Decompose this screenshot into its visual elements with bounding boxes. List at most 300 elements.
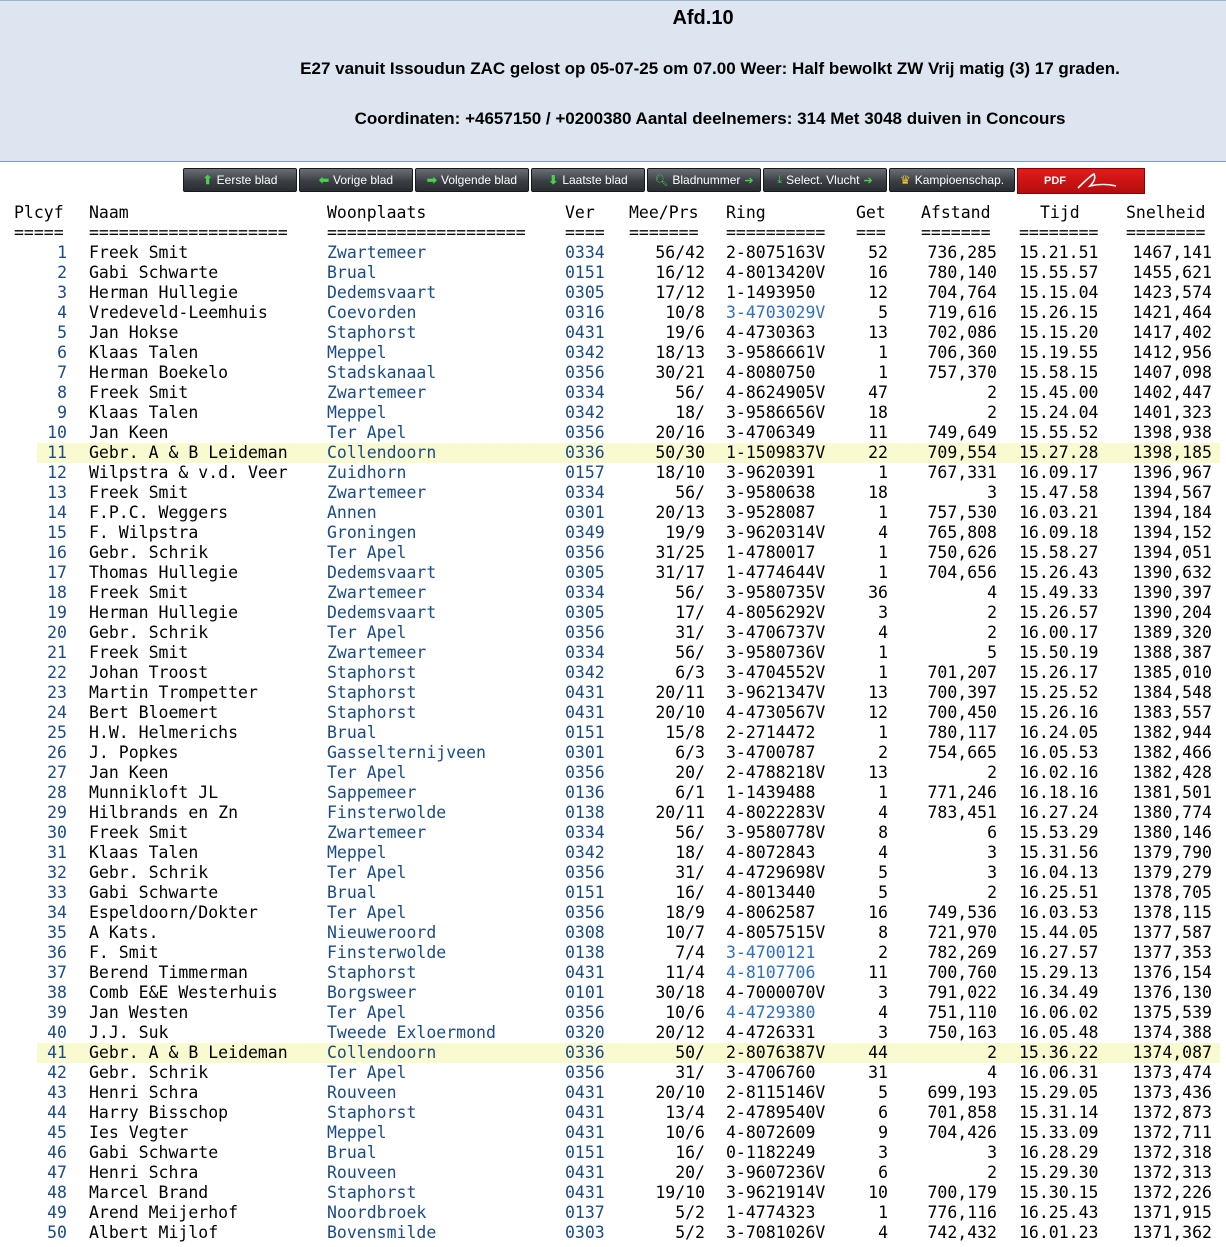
cell-woonplaats[interactable]: Ter Apel [327,903,407,922]
table-row [0,323,1226,343]
underline-tijd: ======== [1019,223,1099,242]
cell-afstand: 782,269 [927,943,997,962]
cell-ver[interactable]: 0356 [565,623,605,642]
cell-ver[interactable]: 0137 [565,1203,605,1222]
cell-get: 18 [868,483,888,502]
cell-ver[interactable]: 0356 [565,763,605,782]
cell-tijd: 15.58.15 [1019,363,1099,382]
cell-ver[interactable]: 0356 [565,863,605,882]
cell-ver[interactable]: 0320 [565,1023,605,1042]
table-row [0,743,1226,763]
table-row [0,1163,1226,1183]
cell-plcyf: 8 [57,383,67,402]
cell-woonplaats[interactable]: Coevorden [327,303,417,322]
cell-ver[interactable]: 0431 [565,683,605,702]
cell-woonplaats[interactable]: Meppel [327,343,387,362]
cell-ring: 4-8062587 [726,903,816,922]
cell-ring: 4-8013440 [726,883,816,902]
cell-woonplaats[interactable]: Meppel [327,1123,387,1142]
cell-woonplaats[interactable]: Zwartemeer [327,243,427,262]
table-row [0,703,1226,723]
cell-ver[interactable]: 0356 [565,543,605,562]
cell-plcyf: 17 [47,563,67,582]
cell-ring: 2-8076387V [726,1043,826,1062]
cell-get: 5 [878,883,888,902]
cell-tijd: 15.24.04 [1019,403,1099,422]
cell-meeprs: 56/ [675,823,705,842]
cell-naam: Thomas Hullegie [89,563,239,582]
table-row [0,383,1226,403]
cell-meeprs: 56/ [675,583,705,602]
cell-woonplaats[interactable]: Gasselternijveen [327,743,486,762]
cell-plcyf: 45 [47,1123,67,1142]
cell-woonplaats[interactable]: Ter Apel [327,543,407,562]
cell-ver[interactable]: 0431 [565,1103,605,1122]
cell-woonplaats[interactable]: Collendoorn [327,443,437,462]
cell-ver[interactable]: 0336 [565,443,605,462]
cell-ver[interactable]: 0305 [565,283,605,302]
cell-naam: Herman Boekelo [89,363,229,382]
cell-afstand: 3 [987,863,997,882]
cell-ver[interactable]: 0151 [565,1143,605,1162]
cell-plcyf: 15 [47,523,67,542]
select-flight-button[interactable]: ⤓ Select. Vlucht ➔ [763,168,887,192]
cell-ring: 4-4729698V [726,863,826,882]
cell-naam: Freek Smit [89,483,189,502]
table-row [0,423,1226,443]
table-row [0,1223,1226,1243]
cell-naam: F. Smit [89,943,159,962]
cell-afstand: 750,163 [927,1023,997,1042]
table-row [0,1003,1226,1023]
cell-tijd: 16.09.17 [1019,463,1099,482]
cell-naam: Gebr. Schrik [89,1063,209,1082]
cell-ver[interactable]: 0308 [565,923,605,942]
cell-ver[interactable]: 0431 [565,1083,605,1102]
cell-ring[interactable]: 3-4703029V [726,303,826,322]
cell-tijd: 16.01.23 [1019,1223,1099,1242]
cell-plcyf: 29 [47,803,67,822]
cell-woonplaats[interactable]: Staphorst [327,323,417,342]
cell-ver[interactable]: 0301 [565,503,605,522]
cell-ring: 4-8080750 [726,363,816,382]
cell-plcyf: 49 [47,1203,67,1222]
cell-ver[interactable]: 0431 [565,323,605,342]
cell-afstand: 719,616 [927,303,997,322]
cell-tijd: 15.15.04 [1019,283,1099,302]
cell-ring: 3-9580638 [726,483,816,502]
cell-ver[interactable]: 0334 [565,243,605,262]
cell-snelheid: 1467,141 [1132,243,1212,262]
col-header-meeprs: Mee/Prs [629,203,699,222]
cell-woonplaats[interactable]: Ter Apel [327,763,407,782]
cell-plcyf: 43 [47,1083,67,1102]
cell-get: 16 [868,263,888,282]
cell-meeprs: 15/8 [665,723,705,742]
cell-woonplaats[interactable]: Dedemsvaart [327,283,437,302]
cell-ver[interactable]: 0431 [565,703,605,722]
cell-ver[interactable]: 0305 [565,603,605,622]
last-page-button[interactable]: ⬇ Laatste blad [531,168,645,192]
cell-get: 1 [878,563,888,582]
cell-snelheid: 1372,873 [1132,1103,1212,1122]
cell-meeprs: 56/42 [655,243,705,262]
col-header-ring: Ring [726,203,766,222]
cell-woonplaats[interactable]: Groningen [327,523,417,542]
cell-get: 11 [868,963,888,982]
cell-woonplaats[interactable]: Nieuweroord [327,923,437,942]
cell-snelheid: 1412,956 [1132,343,1212,362]
cell-woonplaats[interactable]: Zwartemeer [327,483,427,502]
cell-ring: 4-8624905V [726,383,826,402]
cell-ver[interactable]: 0334 [565,823,605,842]
cell-naam: Henri Schra [89,1163,199,1182]
cell-woonplaats[interactable]: Dedemsvaart [327,563,437,582]
cell-ver[interactable]: 0334 [565,643,605,662]
cell-get: 5 [878,303,888,322]
table-row [0,343,1226,363]
table-row [0,923,1226,943]
cell-naam: Espeldoorn/Dokter [89,903,258,922]
cell-naam: J.J. Suk [89,1023,169,1042]
cell-get: 3 [878,1143,888,1162]
cell-get: 1 [878,663,888,682]
table-row [0,903,1226,923]
underline-afstand: ======= [921,223,991,242]
cell-plcyf: 25 [47,723,67,742]
table-row [0,1103,1226,1123]
cell-snelheid: 1378,115 [1132,903,1212,922]
cell-get: 13 [868,763,888,782]
cell-ver[interactable]: 0316 [565,303,605,322]
cell-plcyf: 7 [57,363,67,382]
cell-ver[interactable]: 0356 [565,363,605,382]
cell-ver[interactable]: 0334 [565,383,605,402]
cell-meeprs: 50/30 [655,443,705,462]
cell-snelheid: 1401,323 [1132,403,1212,422]
cell-woonplaats[interactable]: Collendoorn [327,1043,437,1062]
cell-ver[interactable]: 0151 [565,883,605,902]
cell-plcyf: 23 [47,683,67,702]
arrow-down-icon: ⬇ [548,173,559,187]
cell-get: 3 [878,983,888,1002]
cell-woonplaats[interactable]: Zwartemeer [327,823,427,842]
cell-ver[interactable]: 0356 [565,1063,605,1082]
cell-get: 12 [868,703,888,722]
cell-ver[interactable]: 0431 [565,963,605,982]
cell-ring[interactable]: 4-8107706 [726,963,816,982]
cell-ver[interactable]: 0303 [565,1223,605,1242]
cell-get: 8 [878,923,888,942]
cell-woonplaats[interactable]: Brual [327,883,377,902]
cell-woonplaats[interactable]: Brual [327,723,377,742]
cell-afstand: 742,432 [927,1223,997,1242]
cell-woonplaats[interactable]: Zwartemeer [327,383,427,402]
cell-woonplaats[interactable]: Staphorst [327,963,417,982]
cell-meeprs: 20/12 [655,1023,705,1042]
cell-woonplaats[interactable]: Borgsweer [327,983,417,1002]
cell-ver[interactable]: 0151 [565,723,605,742]
cell-ring: 2-8075163V [726,243,826,262]
underline-ring: ========== [726,223,826,242]
cell-snelheid: 1378,705 [1132,883,1212,902]
cell-naam: Freek Smit [89,383,189,402]
table-row [0,243,1226,263]
table-row [0,803,1226,823]
cell-woonplaats[interactable]: Ter Apel [327,1003,407,1022]
cell-woonplaats[interactable]: Staphorst [327,683,417,702]
cell-woonplaats[interactable]: Zwartemeer [327,583,427,602]
download-icon: ⤓ [777,173,783,186]
cell-afstand: 3 [987,1143,997,1162]
cell-tijd: 15.58.27 [1019,543,1099,562]
pdf-button[interactable]: PDF [1017,168,1145,194]
cell-get: 1 [878,363,888,382]
cell-woonplaats[interactable]: Staphorst [327,1103,417,1122]
cell-woonplaats[interactable]: Staphorst [327,663,417,682]
cell-tijd: 15.15.20 [1019,323,1099,342]
cell-plcyf: 19 [47,603,67,622]
table-row [0,983,1226,1003]
cell-woonplaats[interactable]: Zwartemeer [327,643,427,662]
cell-meeprs: 20/11 [655,683,705,702]
cell-woonplaats[interactable]: Sappemeer [327,783,417,802]
cell-ver[interactable]: 0138 [565,943,605,962]
cell-ring: 3-9620314V [726,523,826,542]
table-row [0,443,1226,463]
cell-woonplaats[interactable]: Brual [327,263,377,282]
cell-woonplaats[interactable]: Rouveen [327,1083,397,1102]
cell-afstand: 757,370 [927,363,997,382]
cell-ver[interactable]: 0101 [565,983,605,1002]
cell-plcyf: 42 [47,1063,67,1082]
cell-woonplaats[interactable]: Zuidhorn [327,463,407,482]
cell-tijd: 15.26.57 [1019,603,1099,622]
cell-ver[interactable]: 0342 [565,403,605,422]
cell-ring: 3-9586656V [726,403,826,422]
cell-woonplaats[interactable]: Tweede Exloermond [327,1023,496,1042]
cell-ring: 3-4700787 [726,743,816,762]
cell-snelheid: 1388,387 [1132,643,1212,662]
cell-ver[interactable]: 0356 [565,1003,605,1022]
cell-naam: A Kats. [89,923,159,942]
cell-naam: Klaas Talen [89,843,199,862]
cell-woonplaats[interactable]: Annen [327,503,377,522]
table-row [0,303,1226,323]
cell-woonplaats[interactable]: Bovensmilde [327,1223,437,1242]
navigation-toolbar [183,168,1145,194]
cell-ver[interactable]: 0336 [565,1043,605,1062]
cell-ver[interactable]: 0305 [565,563,605,582]
table-row [0,543,1226,563]
cell-afstand: 757,530 [927,503,997,522]
cell-naam: Henri Schra [89,1083,199,1102]
cell-woonplaats[interactable]: Ter Apel [327,863,407,882]
page-number-button[interactable]: 🔍︎ Bladnummer ➔ [647,168,761,192]
cell-afstand: 780,117 [927,723,997,742]
cell-tijd: 15.29.13 [1019,963,1099,982]
cell-ver[interactable]: 0431 [565,1183,605,1202]
cell-snelheid: 1389,320 [1132,623,1212,642]
cell-ver[interactable]: 0138 [565,803,605,822]
cell-snelheid: 1382,466 [1132,743,1212,762]
underline-snelheid: ======== [1126,223,1206,242]
cell-woonplaats[interactable]: Ter Apel [327,623,407,642]
table-row [0,1203,1226,1223]
col-header-ver: Ver [565,203,595,222]
cell-woonplaats[interactable]: Staphorst [327,703,417,722]
report-header [0,0,1226,162]
cell-afstand: 709,554 [927,443,997,462]
cell-get: 4 [878,1223,888,1242]
cell-woonplaats[interactable]: Finsterwolde [327,943,447,962]
cell-tijd: 16.06.31 [1019,1063,1099,1082]
cell-meeprs: 56/ [675,643,705,662]
cell-ver[interactable]: 0301 [565,743,605,762]
cell-plcyf: 30 [47,823,67,842]
table-row [0,1023,1226,1043]
cell-ring: 1-4774323 [726,1203,816,1222]
cell-tijd: 16.03.53 [1019,903,1099,922]
cell-afstand: 2 [987,623,997,642]
cell-afstand: 754,665 [927,743,997,762]
cell-woonplaats[interactable]: Finsterwolde [327,803,447,822]
cell-plcyf: 39 [47,1003,67,1022]
cell-afstand: 4 [987,583,997,602]
cell-tijd: 15.50.19 [1019,643,1099,662]
cell-woonplaats[interactable]: Noordbroek [327,1203,427,1222]
cell-afstand: 3 [987,843,997,862]
cell-get: 47 [868,383,888,402]
cell-ver[interactable]: 0151 [565,263,605,282]
cell-ver[interactable]: 0334 [565,583,605,602]
cell-ring: 2-8115146V [726,1083,826,1102]
cell-ver[interactable]: 0157 [565,463,605,482]
cell-plcyf: 22 [47,663,67,682]
cell-plcyf: 47 [47,1163,67,1182]
table-row [0,1143,1226,1163]
cell-get: 10 [868,1183,888,1202]
cell-get: 4 [878,803,888,822]
cell-plcyf: 37 [47,963,67,982]
cell-get: 4 [878,623,888,642]
col-header-tijd: Tijd [1040,203,1080,222]
cell-snelheid: 1402,447 [1132,383,1212,402]
table-row [0,603,1226,623]
cell-get: 3 [878,1023,888,1042]
cell-ring: 0-1182249 [726,1143,816,1162]
cell-snelheid: 1373,474 [1132,1063,1212,1082]
cell-tijd: 15.26.15 [1019,303,1099,322]
previous-page-button[interactable]: ⬅ Vorige blad [299,168,413,192]
cell-woonplaats[interactable]: Brual [327,1143,377,1162]
cell-ver[interactable]: 0342 [565,843,605,862]
cell-snelheid: 1390,397 [1132,583,1212,602]
cell-woonplaats[interactable]: Stadskanaal [327,363,437,382]
cell-snelheid: 1390,632 [1132,563,1212,582]
cell-ring: 4-4730567V [726,703,826,722]
championship-button[interactable]: ♛ Kampioenschap. [889,168,1015,192]
cell-ring: 1-4774644V [726,563,826,582]
cell-tijd: 16.00.17 [1019,623,1099,642]
cell-ver[interactable]: 0431 [565,1123,605,1142]
cell-snelheid: 1371,362 [1132,1223,1212,1242]
next-page-button[interactable]: ➡ Volgende blad [415,168,529,192]
cell-get: 31 [868,1063,888,1082]
cell-ring: 3-9528087 [726,503,816,522]
cell-afstand: 701,858 [927,1103,997,1122]
cell-get: 11 [868,423,888,442]
cell-ring: 3-9621347V [726,683,826,702]
cell-afstand: 776,116 [927,1203,997,1222]
cell-meeprs: 6/3 [675,743,705,762]
cell-ring: 1-1439488 [726,783,816,802]
cell-ver[interactable]: 0431 [565,1163,605,1182]
cell-ver[interactable]: 0356 [565,903,605,922]
table-row [0,1063,1226,1083]
cell-ring: 2-4788218V [726,763,826,782]
cell-ring[interactable]: 4-4729380 [726,1003,816,1022]
cell-woonplaats[interactable]: Staphorst [327,1183,417,1202]
cell-meeprs: 17/12 [655,283,705,302]
first-page-button[interactable]: ⬆ Eerste blad [183,168,297,192]
cell-woonplaats[interactable]: Rouveen [327,1163,397,1182]
arrow-up-icon: ⬆ [202,173,213,187]
cell-naam: Gabi Schwarte [89,883,219,902]
cell-get: 8 [878,823,888,842]
cell-woonplaats[interactable]: Ter Apel [327,423,407,442]
cell-ver[interactable]: 0349 [565,523,605,542]
table-row [0,623,1226,643]
cell-ver[interactable]: 0334 [565,483,605,502]
cell-woonplaats[interactable]: Meppel [327,403,387,422]
col-header-plcyf: Plcyf [14,203,64,222]
cell-ver[interactable]: 0356 [565,423,605,442]
cell-tijd: 15.55.57 [1019,263,1099,282]
cell-meeprs: 5/2 [675,1203,705,1222]
cell-snelheid: 1372,711 [1132,1123,1212,1142]
cell-meeprs: 17/ [675,603,705,622]
cell-woonplaats[interactable]: Dedemsvaart [327,603,437,622]
cell-tijd: 16.28.29 [1019,1143,1099,1162]
cell-woonplaats[interactable]: Ter Apel [327,1063,407,1082]
cell-naam: Martin Trompetter [89,683,258,702]
cell-naam: Freek Smit [89,583,189,602]
table-row [0,663,1226,683]
arrow-left-icon: ⬅ [318,173,329,187]
cell-afstand: 2 [987,1163,997,1182]
cell-ring: 1-1509837V [726,443,826,462]
cell-afstand: 771,246 [927,783,997,802]
cell-tijd: 16.09.18 [1019,523,1099,542]
cell-meeprs: 18/9 [665,903,705,922]
cell-ver[interactable]: 0136 [565,783,605,802]
cell-afstand: 751,110 [927,1003,997,1022]
cell-tijd: 16.06.02 [1019,1003,1099,1022]
cell-ver[interactable]: 0342 [565,343,605,362]
table-row [0,523,1226,543]
cell-ring: 3-4706760 [726,1063,816,1082]
cell-ring: 4-8057515V [726,923,826,942]
cell-ring: 3-9580736V [726,643,826,662]
cell-get: 13 [868,323,888,342]
cell-woonplaats[interactable]: Meppel [327,843,387,862]
cell-meeprs: 19/10 [655,1183,705,1202]
cell-meeprs: 20/13 [655,503,705,522]
cell-ring[interactable]: 3-4700121 [726,943,816,962]
cell-plcyf: 21 [47,643,67,662]
cell-ver[interactable]: 0342 [565,663,605,682]
